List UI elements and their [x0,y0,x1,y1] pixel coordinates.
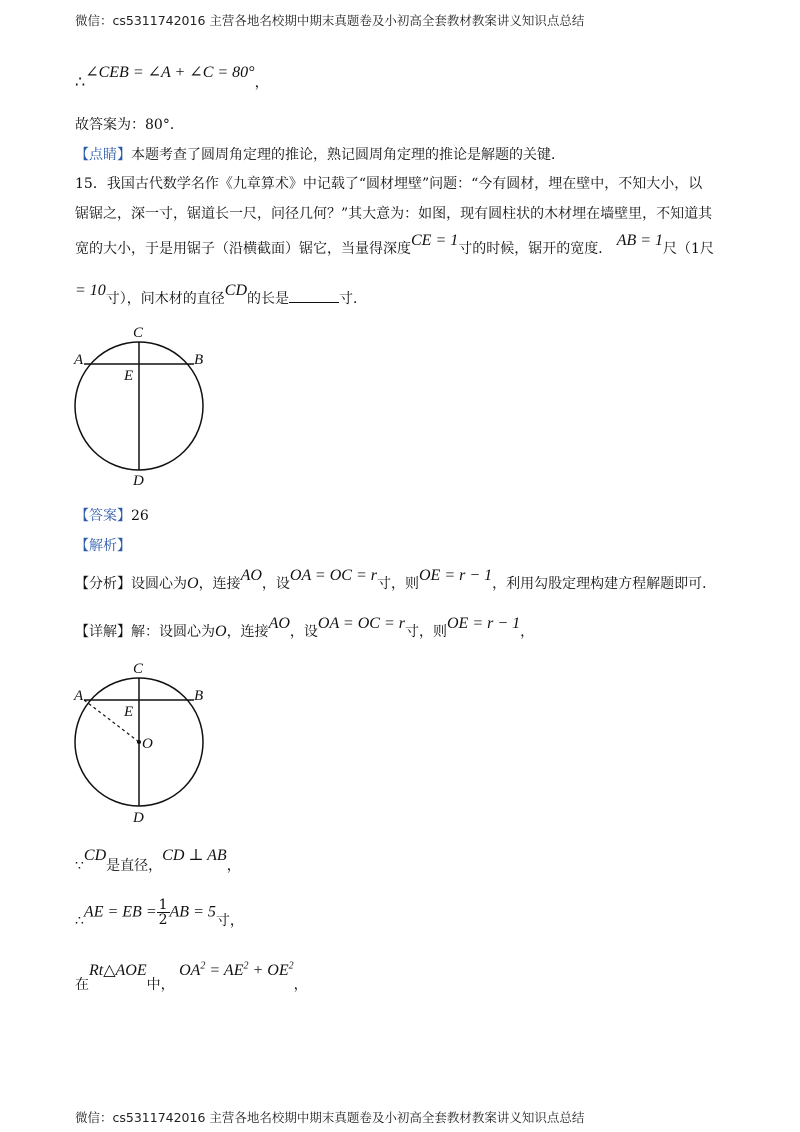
fenxi-ao: AO [240,567,262,584]
step2-fraction [157,898,170,927]
eq-oe: + OE [248,962,289,979]
fenxi-t2: ，连接 [198,576,241,592]
step1-perp: CD ⊥ AB [162,847,227,864]
q-text-c: 尺（1尺 [663,241,714,257]
figure2-label-d: D [133,810,144,826]
figure2-center-point [137,740,141,744]
step1-t1: 是直径， [106,858,163,874]
therefore-symbol-2: ∴ [75,912,84,929]
fenxi-eq2: OE = r − 1 [418,567,493,584]
detail-t1: 解：设圆心为 [131,624,215,640]
comma: ， [254,75,269,91]
fenxi-tag: 【分析】 [75,576,131,592]
fenxi-t5: ，利用勾股定理构建方程解题即可． [492,576,717,592]
because-symbol: ∵ [75,858,84,874]
pythagoras-equation [179,962,294,979]
prev-answer-line: 故答案为：80°． [75,117,184,133]
page-header: 微信：cs5311742016 主营各地名校期中期末真题卷及小初高全套教材教案讲义知识点总结 [75,13,585,28]
figure1-label-d: D [133,473,144,489]
fraction-denominator: 2 [158,912,168,928]
step3-line [75,960,308,993]
figure2-label-o: O [142,736,153,752]
detail-t3: ，设 [289,624,318,640]
step3-triangle: Rt△AOE [89,962,147,979]
fenxi-t4: 寸，则 [376,576,419,592]
figure2-label-b: B [194,688,204,704]
analysis-tag: 【解析】 [75,538,131,554]
step1-cd: CD [83,847,107,864]
step2-eq-b: AB = 5 [169,903,216,921]
q-text-d: 寸），问木材的直径 [105,291,225,307]
therefore-symbol: ∴ [75,72,86,91]
figure2-label-e: E [124,704,134,720]
step2-line [75,898,244,927]
figure1-label-e: E [124,368,134,384]
detail-o: O [215,623,227,640]
detail-ao: AO [268,615,290,632]
sup-3: 2 [288,960,294,972]
figure1-label-a: A [74,352,84,368]
detail-tag: 【详解】 [75,624,131,640]
step3-comma: ， [293,977,308,993]
fenxi-t3: ，设 [261,576,290,592]
step3-zai: 在 [75,977,89,993]
fenxi-eq1: OA = OC = r [289,567,377,584]
question-line-3 [75,232,714,258]
answer-tag: 【答案】 [75,508,131,524]
q-math-ten: = 10 [75,282,106,299]
page-footer: 微信：cs5311742016 主营各地名校期中期末真题卷及小初高全套教材教案讲义知识点总结 [75,1110,585,1125]
fraction-numerator: 1 [158,897,168,913]
fenxi-line [75,567,717,593]
q-text-e: 的长是 [247,291,290,307]
step1-comma: ， [226,858,241,874]
detail-t4: 寸，则 [404,624,447,640]
answer-line [75,505,149,525]
detail-line [75,615,535,641]
detail-eq2: OE = r − 1 [446,615,521,632]
fenxi-o: O [187,575,199,592]
step3-zhong: 中， [146,977,175,993]
comment-text: 本题考查了圆周角定理的推论，熟记圆周角定理的推论是解题的关键． [131,147,565,163]
eq-oa: OA [179,962,201,979]
prev-comment-line [75,144,565,164]
detail-eq1: OA = OC = r [317,615,405,632]
circle-figure-2 [60,652,230,827]
analysis-line [75,535,131,555]
figure2-label-a: A [74,688,84,704]
step2-eq-a: AE = EB = [83,903,157,921]
fenxi-t1: 设圆心为 [131,576,187,592]
answer-blank [289,290,339,303]
detail-t2: ，连接 [226,624,269,640]
q-text-a: 宽的大小，于是用锯子（沿横截面）锯它，当量得深度 [75,241,411,257]
question-line-4 [75,282,368,308]
circle-figure-1 [60,318,230,493]
detail-t5: ， [520,624,535,640]
prev-equation-line [75,62,269,91]
sup-2: 2 [243,960,249,972]
q-math-cd: CD [224,282,248,299]
answer-value: 26 [131,508,149,524]
figure2-label-c: C [133,661,144,677]
sup-1: 2 [200,960,206,972]
q-math-ab: AB = 1 [616,232,664,249]
step2-unit: 寸， [215,912,244,929]
q-text-f: 寸． [339,291,368,307]
figure1-label-c: C [133,325,144,341]
step1-line [75,845,241,874]
question-line-1: 15．我国古代数学名作《九章算术》中记载了“圆材埋壁”问题：“今有圆材，埋在壁中，不知大小，以 [75,176,703,192]
angle-equation: ∠CEB = ∠A + ∠C = 80° [85,64,255,81]
q-text-b: 寸的时候，锯开的宽度． [458,241,613,257]
figure1-label-b: B [194,352,204,368]
question-line-2: 锯锯之，深一寸，锯道长一尺，问径几何？”其大意为：如图，现有圆柱状的木材埋在墙壁里，不知道其 [75,206,713,222]
comment-tag: 【点睛】 [75,147,131,163]
q-math-ce: CE = 1 [411,232,459,249]
eq-ae: = AE [205,962,244,979]
